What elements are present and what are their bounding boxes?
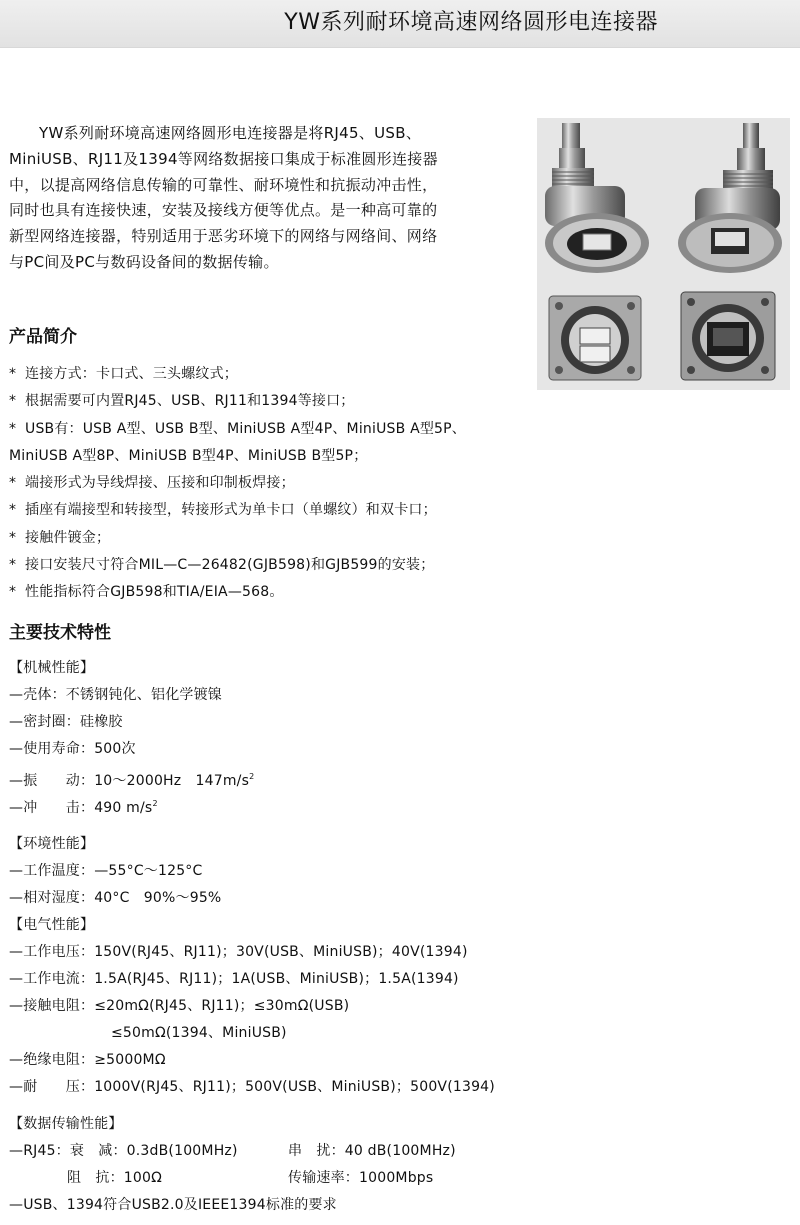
spec-usb-standard: —USB、1394符合USB2.0及IEEE1394标准的要求 (9, 1197, 337, 1213)
list-item-text: USB有：USB A型、USB B型、MiniUSB A型4P、MiniUSB A型5P、 (25, 420, 466, 437)
spec-attenuation: —RJ45：衰 减：0.3dB(100MHz) (9, 1143, 238, 1159)
bullet-marker: * (9, 366, 17, 382)
superscript: 2 (152, 799, 158, 808)
title-bar (0, 0, 800, 48)
list-item-text: 插座有端接型和转接型，转接形式为单卡口（单螺纹）和双卡口； (25, 502, 437, 519)
bullet-marker: * (9, 502, 17, 519)
spec-humidity: —相对湿度：40°C 90%～95% (9, 890, 222, 906)
spec-temperature: —工作温度：—55°C～125°C (9, 863, 203, 879)
electrical-heading: 【电气性能】 (9, 917, 95, 933)
bullet-marker: * (9, 393, 17, 410)
list-item-text: 根据需要可内置RJ45、USB、RJ11和1394等接口； (25, 393, 355, 410)
list-item (9, 470, 789, 497)
mechanical-heading: 【机械性能】 (9, 660, 95, 676)
product-intro-heading: 产品简介 (9, 327, 77, 347)
product-intro-list (9, 361, 789, 607)
spec-contact-resistance: —接触电阻：≤20mΩ(RJ45、RJ11)；≤30mΩ(USB) (9, 998, 350, 1014)
intro-text: YW系列耐环境高速网络圆形电连接器是将RJ45、USB、MiniUSB、RJ11及1394等网络数据接口集成于标准圆形连接器中，以提高网络信息传输的可靠性、耐环境性和抗振动冲击性，同时也具有连接快速，安装及接线方便等优点。是一种高可靠的新型网络连接器，特别适用于恶劣环境下的网络与网络间、网络与PC间及PC与数码设备间的数据传输。 (9, 124, 438, 271)
bullet-marker: * (9, 475, 17, 492)
spec-shell: —壳体：不锈钢钝化、铝化学镀镍 (9, 687, 222, 703)
list-item-text: 性能指标符合GJB598和TIA/EIA—568。 (25, 584, 284, 601)
list-item (9, 552, 789, 579)
bullet-marker: * (9, 420, 17, 437)
spec-voltage: —工作电压：150V(RJ45、RJ11)；30V(USB、MiniUSB)；40V(1394) (9, 944, 468, 960)
bullet-marker: * (9, 529, 17, 546)
list-item (9, 579, 789, 606)
rj45-plug-photo (665, 118, 790, 278)
list-item-text: 端接形式为导线焊接、压接和印制板焊接； (25, 475, 295, 492)
spec-shock (9, 790, 158, 822)
spec-current: —工作电流：1.5A(RJ45、RJ11)；1A(USB、MiniUSB)；1.5A(1394) (9, 971, 459, 987)
list-item-text: 接口安装尺寸符合MIL—C—26482(GJB598)和GJB599的安装； (25, 557, 435, 574)
spec-transfer-rate: 传输速率：1000Mbps (288, 1170, 434, 1186)
spec-withstand-voltage: —耐 压：1000V(RJ45、RJ11)；500V(USB、MiniUSB)；500V(1394) (9, 1079, 495, 1095)
list-item (9, 361, 789, 388)
data-heading: 【数据传输性能】 (9, 1116, 123, 1132)
list-item-continuation (9, 443, 789, 470)
spec-insulation: —绝缘电阻：≥5000MΩ (9, 1052, 166, 1068)
spec-crosstalk: 串 扰：40 dB(100MHz) (288, 1143, 456, 1159)
list-item (9, 416, 789, 443)
spec-label: —振 动： (9, 773, 95, 789)
list-item-text: 接触件镀金； (25, 529, 111, 546)
tech-heading: 主要技术特性 (9, 623, 111, 643)
usb-plug-photo (537, 118, 663, 278)
list-item-text: MiniUSB A型8P、MiniUSB B型4P、MiniUSB B型5P； (9, 447, 368, 464)
list-item (9, 525, 789, 552)
environment-heading: 【环境性能】 (9, 836, 95, 852)
spec-seal: —密封圈：硅橡胶 (9, 714, 123, 730)
spec-value: 10～2000Hz 147m/s (94, 773, 250, 789)
spec-value: 490 m/s (94, 800, 153, 816)
spec-contact-resistance-2: ≤50mΩ(1394、MiniUSB) (111, 1025, 287, 1041)
spec-life: —使用寿命：500次 (9, 741, 136, 757)
list-item-text: 连接方式：卡口式、三头螺纹式； (25, 366, 238, 382)
intro-paragraph (9, 121, 449, 276)
page-title: YW系列耐环境高速网络圆形电连接器 (284, 10, 658, 35)
superscript: 2 (249, 772, 255, 781)
spec-label: —冲 击： (9, 800, 95, 816)
bullet-marker: * (9, 557, 17, 574)
product-photo-panel (537, 118, 790, 390)
spec-impedance: 阻 抗：100Ω (67, 1170, 163, 1186)
list-item (9, 388, 789, 415)
tech-specs (9, 655, 789, 1215)
bullet-marker: * (9, 584, 17, 601)
list-item (9, 497, 789, 524)
